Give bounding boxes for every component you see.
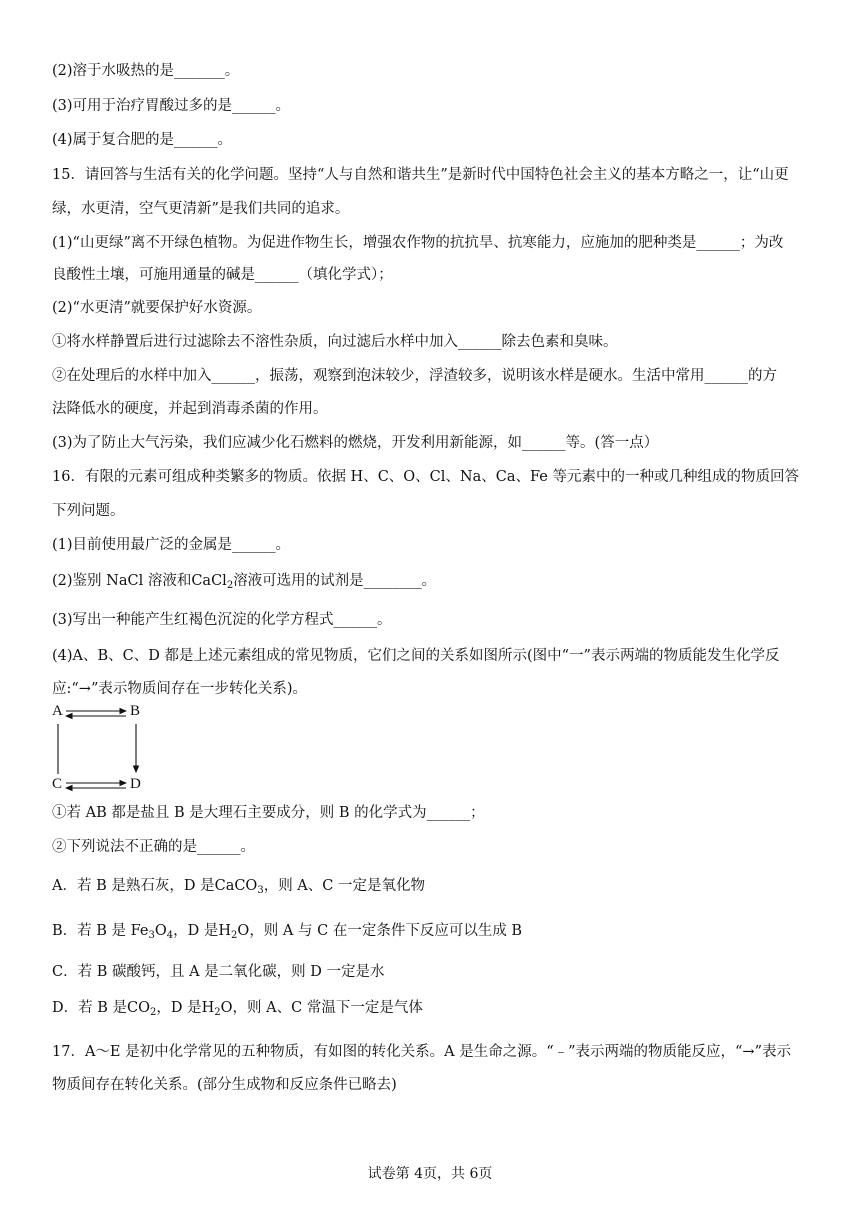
node-b: B [130,703,141,719]
text: O [154,923,167,939]
question-16-part4-line1: (4)A、B、C、D 都是上述元素组成的常见物质，它们之间的关系如图所示(图中“一”表示两端的物质能发生化学反 [52,648,780,664]
question-17-stem-line1: 17．A～E 是初中化学常见的五种物质，有如图的转化关系。A 是生命之源。“﹣”表示两端的物质能反应，“→”表示 [52,1044,791,1060]
question-14-part3: (3)可用于治疗胃酸过多的是______。 [52,98,291,114]
formula-cacl2 [191,573,233,589]
node-a: A [52,703,63,719]
formula-text: O [220,1000,233,1016]
formula-subscript: 2 [231,930,238,941]
formula-text: CO [127,1000,150,1016]
node-d: D [130,776,141,792]
formula-h2o [202,1000,233,1016]
formula-h2o [218,923,249,939]
question-15-part1-line1: (1)“山更绿”离不开绿色植物。为促进作物生长，增强农作物的抗抗旱、抗寒能力，应施加的肥种类是______；为改 [52,235,784,251]
question-15-stem-line2: 绿，水更清，空气更清新”是我们共同的追求。 [52,201,350,217]
text: ，则 A 与 C 在一定条件下反应可以生成 B [249,923,523,939]
formula-text: H [218,923,232,939]
option-d [52,998,423,1023]
question-17-stem-line2: 物质间存在转化关系。(部分生成物和反应条件已略去) [52,1077,397,1093]
text: (2)鉴别 NaCl 溶液和 [52,573,192,589]
question-16-part1: (1)目前使用最广泛的金属是______。 [52,537,291,553]
text: B．若 B 是 Fe [52,923,149,939]
text: D．若 B 是 [52,1000,127,1016]
option-b [52,921,522,946]
relationship-diagram [50,700,160,800]
question-16-part4-item1: ①若 AB 都是盐且 B 是大理石主要成分，则 B 的化学式为______； [52,805,485,821]
question-15-stem-line1: 15．请回答与生活有关的化学问题。坚持“人与自然和谐共生”是新时代中国特色社会主义的基本方略之一，让“山更 [52,167,789,183]
page-footer: 试卷第 4页，共 6页 [367,1166,493,1182]
text: ，则 A、C 常温下一定是气体 [232,1000,423,1016]
option-a [52,876,425,901]
subscript: 3 [148,930,155,941]
formula-text: H [201,1000,215,1016]
text: A．若 B 是熟石灰，D 是 [52,878,215,894]
question-15-part2-item2-line2: 法降低水的硬度，并起到消毒杀菌的作用。 [52,401,328,417]
formula-text: CaCl [191,573,227,589]
question-15-part2-item1: ①将水样静置后进行过滤除去不溶性杂质，向过滤后水样中加入______除去色素和臭味。 [52,334,618,350]
question-16-stem-line1: 16．有限的元素可组成种类繁多的物质。依据 H、C、O、Cl、Na、Ca、Fe 等元素中的一种或几种组成的物质回答 [52,469,799,485]
formula-text: CaCO [214,878,258,894]
question-15-part3: (3)为了防止大气污染，我们应减少化石燃料的燃烧，开发利用新能源，如______等。(答一点） [52,435,659,451]
question-16-part3: (3)写出一种能产生红褐色沉淀的化学方程式______。 [52,612,392,628]
question-16-part4-item2: ②下列说法不正确的是______。 [52,839,255,855]
question-16-stem-line2: 下列问题。 [52,503,125,519]
text: 溶液可选用的试剂是________。 [233,573,437,589]
question-16-part4-line2: 应:“→”表示物质间存在一步转化关系)。 [52,681,308,697]
question-15-part2: (2)“水更清”就要保护好水资源。 [52,300,262,316]
formula-caco3 [215,878,264,894]
option-c: C．若 B 碳酸钙，且 A 是二氧化碳，则 D 一定是水 [52,964,385,980]
subscript: 4 [166,930,174,941]
node-c: C [52,776,63,792]
question-15-part1-line2: 良酸性土壤，可施用通量的碱是______（填化学式）； [52,267,393,283]
question-15-part2-item2-line1: ②在处理后的水样中加入______，振荡，观察到泡沫较少，浮渣较多，说明该水样是硬水。生活中常用______的方 [52,368,777,384]
formula-subscript: 2 [214,1007,221,1018]
text: ，D 是 [173,923,219,939]
formula-text: O [237,923,250,939]
formula-co2 [127,1000,156,1016]
question-14-part4: (4)属于复合肥的是______。 [52,132,233,148]
formula-subscript: 3 [257,885,264,896]
formula-subscript: 2 [149,1007,157,1018]
text: ，则 A、C 一定是氧化物 [263,878,425,894]
text: ，D 是 [156,1000,202,1016]
formula-subscript: 2 [226,580,234,591]
diagram-connectors [50,700,160,800]
question-16-part2 [52,571,436,596]
question-14-part2: (2)溶于水吸热的是_______。 [52,63,240,79]
